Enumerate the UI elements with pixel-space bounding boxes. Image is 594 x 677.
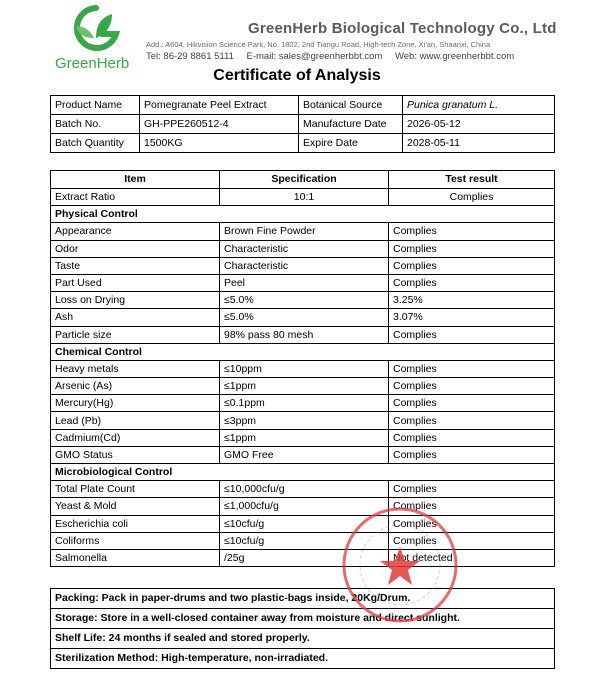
company-web[interactable]: Web: www.greenherbbt.com <box>394 51 515 62</box>
cell-spec: ≤10ppm <box>220 360 389 377</box>
cell-spec: /25g <box>220 549 389 566</box>
cell-result: Complies <box>389 412 555 429</box>
table-row <box>51 274 555 291</box>
section-physical-control: Physical Control <box>51 206 555 223</box>
product-name: Pomegranate Peel Extract <box>140 96 299 115</box>
table-row <box>51 498 555 515</box>
cell-spec: ≤10,000cfu/g <box>220 481 389 498</box>
cell-item: Particle size <box>51 326 220 343</box>
table-row <box>51 240 555 257</box>
cell-result: Complies <box>389 223 555 240</box>
cell-spec: ≤1ppm <box>220 429 389 446</box>
botanical-source: Punica granatum L. <box>403 96 555 115</box>
table-row <box>51 257 555 274</box>
cell-result: Complies <box>389 378 555 395</box>
cell-result: Not detected <box>389 549 555 566</box>
header-item: Item <box>51 171 220 189</box>
packing-note: Packing: Pack in paper-drums and two plastic-bags inside, 20Kg/Drum. <box>51 589 555 609</box>
company-name: GreenHerb Biological Technology Co., Ltd <box>248 20 557 37</box>
table-row <box>51 360 555 377</box>
table-row <box>51 532 555 549</box>
company-tel: Tel: 86-29 8861 5111 <box>146 51 234 62</box>
table-row <box>51 481 555 498</box>
expire-date-label: Expire Date <box>299 134 403 153</box>
table-row <box>51 326 555 343</box>
expire-date: 2028-05-11 <box>403 134 555 153</box>
cell-item: Taste <box>51 257 220 274</box>
extract-ratio-item: Extract Ratio <box>51 189 220 206</box>
cell-item: Yeast & Mold <box>51 498 220 515</box>
cell-result: Complies <box>389 446 555 463</box>
product-info-table <box>50 95 555 153</box>
chemical-rows <box>51 360 555 463</box>
cell-result: Complies <box>389 395 555 412</box>
letterhead <box>0 0 594 70</box>
company-contacts <box>146 51 524 62</box>
cell-spec: ≤3ppm <box>220 412 389 429</box>
storage-note: Storage: Store in a well-closed container away from moisture and direct sunlight. <box>51 609 555 629</box>
cell-spec: ≤1ppm <box>220 378 389 395</box>
extract-ratio-spec: 10:1 <box>220 189 389 206</box>
cell-result: 3.25% <box>389 292 555 309</box>
table-row <box>51 412 555 429</box>
cell-spec: ≤0.1ppm <box>220 395 389 412</box>
cell-item: Cadmium(Cd) <box>51 429 220 446</box>
cell-spec: ≤5.0% <box>220 309 389 326</box>
extract-ratio-result: Complies <box>389 189 555 206</box>
cell-spec: ≤1,000cfu/g <box>220 498 389 515</box>
cell-result: Complies <box>389 498 555 515</box>
batch-no-label: Batch No. <box>51 115 140 134</box>
logo-text: GreenHerb <box>55 55 130 72</box>
batch-quantity-label: Batch Quantity <box>51 134 140 153</box>
cell-result: Complies <box>389 532 555 549</box>
cell-item: Mercury(Hg) <box>51 395 220 412</box>
cell-spec: ≤10cfu/g <box>220 532 389 549</box>
microbiological-rows <box>51 481 555 567</box>
table-row <box>51 515 555 532</box>
table-row <box>51 292 555 309</box>
document-title: Certificate of Analysis <box>213 67 381 84</box>
cell-item: Appearance <box>51 223 220 240</box>
cell-item: Loss on Drying <box>51 292 220 309</box>
cell-spec: Characteristic <box>220 257 389 274</box>
cell-item: Total Plate Count <box>51 481 220 498</box>
company-seal-stamp-icon <box>340 505 460 625</box>
cell-item: Lead (Pb) <box>51 412 220 429</box>
section-microbiological-control: Microbiological Control <box>51 464 555 481</box>
cell-result: Complies <box>389 515 555 532</box>
table-row <box>51 378 555 395</box>
cell-result: Complies <box>389 257 555 274</box>
section-chemical-control: Chemical Control <box>51 343 555 360</box>
cell-result: Complies <box>389 240 555 257</box>
physical-rows <box>51 223 555 343</box>
cell-result: 3.07% <box>389 309 555 326</box>
product-name-label: Product Name <box>51 96 140 115</box>
table-row <box>51 446 555 463</box>
cell-item: Odor <box>51 240 220 257</box>
cell-spec: ≤5.0% <box>220 292 389 309</box>
cell-item: Ash <box>51 309 220 326</box>
table-row <box>51 549 555 566</box>
cell-spec: GMO Free <box>220 446 389 463</box>
cell-item: Arsenic (As) <box>51 378 220 395</box>
cell-item: Heavy metals <box>51 360 220 377</box>
storage-notes-table <box>50 588 555 669</box>
cell-item: GMO Status <box>51 446 220 463</box>
cell-item: Coliforms <box>51 532 220 549</box>
cell-spec: ≤10cfu/g <box>220 515 389 532</box>
sterilization-note: Sterilization Method: High-temperature, non-irradiated. <box>51 649 555 669</box>
table-row <box>51 223 555 240</box>
company-email[interactable]: E-mail: sales@greenherbbt.com <box>246 51 383 62</box>
cell-result: Complies <box>389 274 555 291</box>
cell-item: Part Used <box>51 274 220 291</box>
shelf-life-note: Shelf Life: 24 months if sealed and stored properly. <box>51 629 555 649</box>
table-row <box>51 429 555 446</box>
cell-spec: Peel <box>220 274 389 291</box>
table-row <box>51 309 555 326</box>
botanical-source-label: Botanical Source <box>299 96 403 115</box>
cell-result: Complies <box>389 360 555 377</box>
cell-spec: 98% pass 80 mesh <box>220 326 389 343</box>
cell-item: Escherichia coli <box>51 515 220 532</box>
test-results-table <box>50 170 555 567</box>
cell-spec: Brown Fine Powder <box>220 223 389 240</box>
cell-result: Complies <box>389 429 555 446</box>
cell-item: Salmonella <box>51 549 220 566</box>
manufacture-date: 2026-05-12 <box>403 115 555 134</box>
company-address: Add.: A604, Hikvision Science Park, No. 1802, 2nd Tiangu Road, High-tech Zone, Xi'an, Shaanxi, China <box>146 40 491 49</box>
batch-quantity: 1500KG <box>140 134 299 153</box>
batch-no: GH-PPE260512-4 <box>140 115 299 134</box>
cell-result: Complies <box>389 326 555 343</box>
header-specification: Specification <box>220 171 389 189</box>
cell-spec: Characteristic <box>220 240 389 257</box>
table-row <box>51 395 555 412</box>
manufacture-date-label: Manufacture Date <box>299 115 403 134</box>
cell-result: Complies <box>389 481 555 498</box>
header-test-result: Test result <box>389 171 555 189</box>
